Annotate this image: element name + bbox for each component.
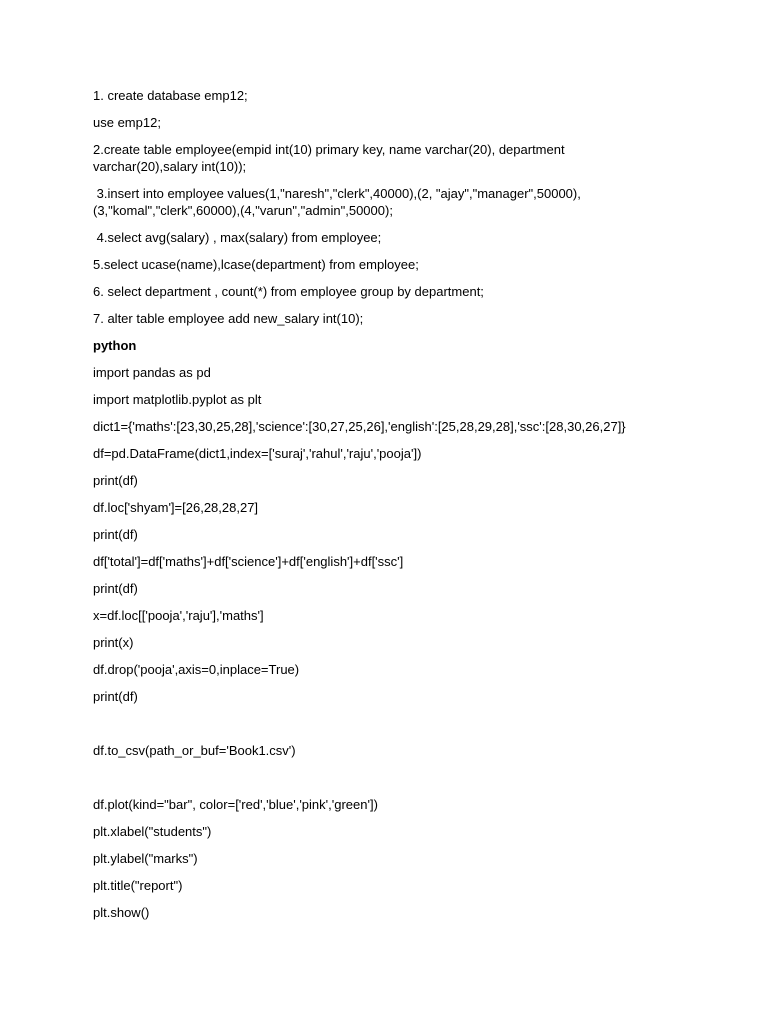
python-line: x=df.loc[['pooja','raju'],'maths']	[93, 608, 264, 623]
sql-line-7: 6. select department , count(*) from employee group by department;	[93, 284, 484, 299]
python-line: df.plot(kind="bar", color=['red','blue','pink','green'])	[93, 797, 378, 812]
sql-line-8: 7. alter table employee add new_salary int(10);	[93, 311, 364, 326]
python-line: plt.show()	[93, 905, 150, 920]
python-line: df['total']=df['maths']+df['science']+df['english']+df['ssc']	[93, 554, 404, 569]
python-line: print(df)	[93, 527, 138, 542]
python-line: plt.ylabel("marks")	[93, 851, 198, 866]
python-line: import pandas as pd	[93, 365, 211, 380]
python-line: plt.xlabel("students")	[93, 824, 212, 839]
python-line: df.drop('pooja',axis=0,inplace=True)	[93, 662, 300, 677]
sql-line-5: 4.select avg(salary) , max(salary) from employee;	[93, 230, 382, 245]
python-line: dict1={'maths':[23,30,25,28],'science':[30,27,25,26],'english':[25,28,29,28],'ssc':[28,30,26,27]}	[93, 419, 626, 434]
python-heading: python	[93, 338, 137, 353]
sql-line-3: 2.create table employee(empid int(10) primary key, name varchar(20), department varchar(20),salary int(10));	[93, 142, 569, 174]
python-line: print(df)	[93, 473, 138, 488]
sql-line-4: 3.insert into employee values(1,"naresh","clerk",40000),(2, "ajay","manager",50000),(3,"komal","clerk",60000),(4,"varun","admin",50000);	[93, 186, 581, 218]
python-line: print(x)	[93, 635, 134, 650]
blank-line	[93, 769, 663, 786]
blank-line	[93, 715, 663, 732]
python-line-csv: df.to_csv(path_or_buf='Book1.csv')	[93, 743, 296, 758]
document-body	[93, 87, 663, 931]
python-line: df=pd.DataFrame(dict1,index=['suraj','rahul','raju','pooja'])	[93, 446, 422, 461]
sql-line-6: 5.select ucase(name),lcase(department) from employee;	[93, 257, 419, 272]
python-line: print(df)	[93, 689, 138, 704]
python-line: import matplotlib.pyplot as plt	[93, 392, 262, 407]
python-line: plt.title("report")	[93, 878, 183, 893]
sql-line-2: use emp12;	[93, 115, 161, 130]
sql-line-1: 1. create database emp12;	[93, 88, 248, 103]
python-line: df.loc['shyam']=[26,28,28,27]	[93, 500, 259, 515]
python-line: print(df)	[93, 581, 138, 596]
